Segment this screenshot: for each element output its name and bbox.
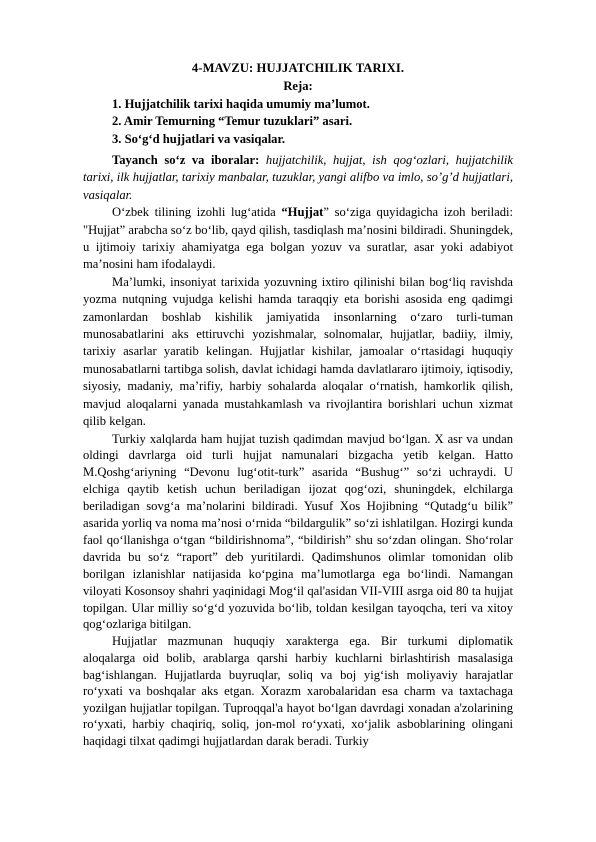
page-title: 4-MAVZU: HUJJATCHILIK TARIXI. — [191, 61, 405, 75]
plan-item-1: 1. Hujjatchilik tarixi haqida umumiy ma’lumot. — [112, 97, 370, 111]
plan-heading: Reja: — [283, 79, 313, 93]
plan-item-3: 3. So‘g‘d hujjatlari va vasiqalar. — [112, 132, 286, 146]
plan-item-2: 2. Amir Temurning “Temur tuzuklari” asari. — [112, 114, 353, 128]
paragraph-definition-start: O‘zbek tilining izohli lug‘atida — [112, 205, 282, 220]
paragraph-definition — [83, 204, 513, 274]
paragraph-content: Hujjatlar mazmunan huquqiy xarakterga ega. Bir turkumi diplomatik aloqalarga oid bolib, arablarga qarshi harbiy kuchlarni birlashtirish masalasiga bag‘ishlangan. Hujjatlarda buyruqlar, soliq va boj yig‘ish moliyaviy harajatlar ro‘yxati va boshqalar aks etgan. Xorazm xarobalaridan esa charm va taxtachaga yozilgan hujjatlar topilgan. Tuproqqal'a hayot bo‘lgan davrdagi xonadan a'zolarining ro‘yxati, harbiy chaqiriq, soliq, jon-mol ro‘yxati, xo‘jalik asboblarining olingani haqidagi tilxat qadimgi hujjatlardan darak beradi. Turkiy — [83, 634, 513, 748]
keywords-paragraph — [83, 152, 513, 204]
paragraph-turkic: Turkiy xalqlarda ham hujjat tuzish qadimdan mavjud bo‘lgan. X asr va undan oldingi davrlarga oid turli hujjat namunalari bizgacha yetib kelgan. Hatto M.Qoshg‘ariyning “Devonu lug‘otit-turk” asarida “Bushug‘” so‘zi uchraydi. U elchiga qaytib ketish uchun beriladigan ijozat qog‘ozi, shuningdek, elchilarga beriladigan sovg‘a ma’nolarini bildiradi. Yusuf Xos Hojibning “Qutadg‘u bilik” asarida yorliq va noma ma’nosi o‘rnida “bildargulik” so‘zi ishlatilgan. Hozirgi kunda faol qo‘llanishga o‘tgan “bildirishnoma”, “bildirish” shu so‘zdan olingan. Sho‘rolar davrida bu so‘z “raport” deb yuritilardi. Qadimshunos olimlar tomonidan olib borilgan izlanishlar natijasida ko‘pgina ma’lumotlarga ega bo‘lindi. Namangan viloyati Kosonsoy shahri yaqinidagi Mog‘il qal'asidan VII-VIII asrga oid 80 ta hujjat topilgan. Ular milliy so‘g‘d yozuvida bo‘lib, toldan kesilgan tayoqcha, teri va xitoy qog‘ozlariga bitilgan. — [83, 431, 513, 632]
keywords-list: hujjatchilik, hujjat, ish qog‘ozlari, hujjatchilik tarixi, ilk hujjatlar, tarixiy manbalar, tuzuklar, yangi alifbo va imlo, so’g’d hujjatlari, vasiqalar. — [83, 153, 513, 202]
document-body — [83, 152, 513, 750]
term-hujjat: “Hujjat — [281, 205, 324, 220]
keywords-label: Tayanch so‘z va iboralar: — [112, 153, 260, 167]
paragraph-definition-rest: ” so‘ziga quyidagicha izoh beriladi: "Hujjat” arabcha so‘z bo‘lib, qayd qilish, tasdiqlash ma’nosini bildiradi. Shuningdek, u ijtimoiy tarixiy ahamiyatga ega bolgan yozuv va suratlar, asar yoki adabiyot ma’nosini ham ifodalaydi. — [83, 205, 513, 272]
paragraph-history: Ma’lumki, insoniyat tarixida yozuvning ixtiro qilinishi bilan bog‘liq ravishda yozma nutqning vujudga kelishi hamda taraqqiy eta borishi asosida eng qadimgi zamonlardan boshlab kishilik jamiyatida insonlarning o‘zaro turli-tuman munosabatlarini aks ettiruvchi yozishmalar, solnomalar, hujjatlar, badiiy, ilmiy, tarixiy asarlar yaratib kelingan. Hujjatlar kishilar, jamoalar o‘rtasidagi huquqiy munosabatlarni tartibga solish, davlat ichidagi hamda davlatlararo ijtimoiy, iqtisodiy, siyosiy, madaniy, ma’rifiy, harbiy sohalarda aloqalar o‘rnatish, hamkorlik qilish, mavjud aloqalarni yanada mustahkamlash va rivojlantira borishlari uchun xizmat qilib kelgan. — [83, 274, 513, 429]
